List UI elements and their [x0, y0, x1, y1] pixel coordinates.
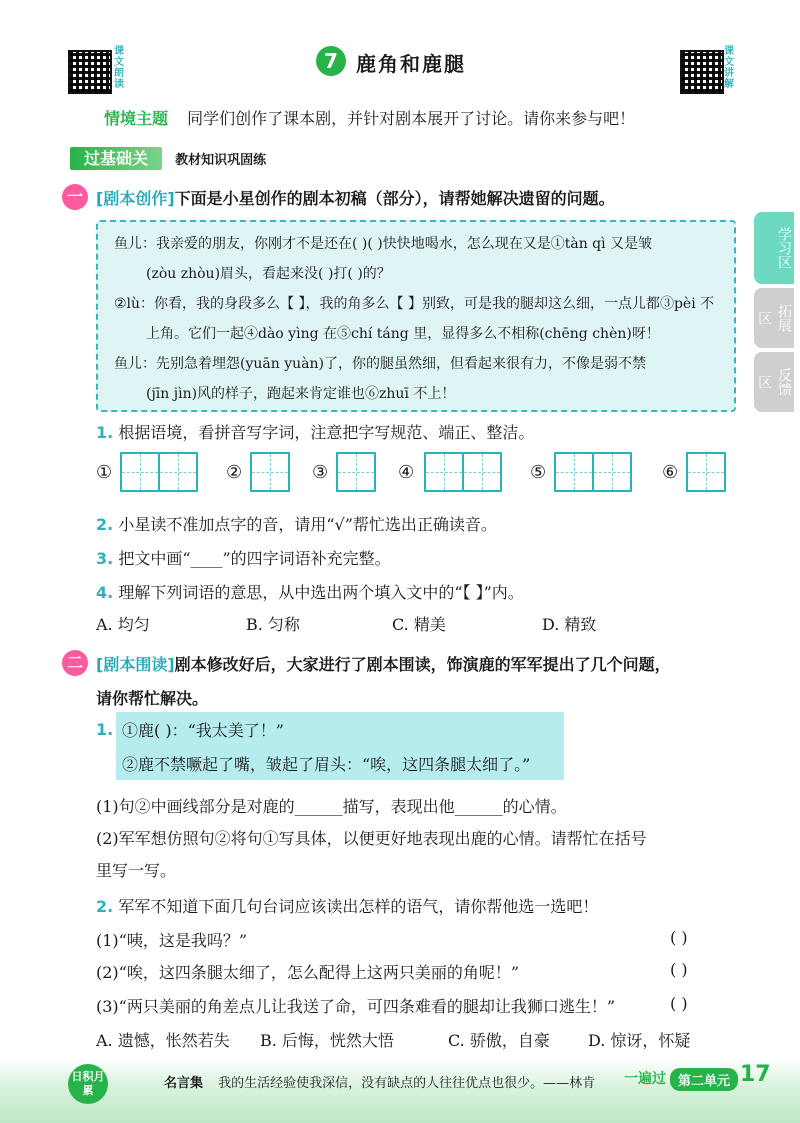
section-bar-subtitle: 教材知识巩固练: [175, 153, 267, 168]
writing-grids: [96, 452, 736, 498]
dialog-line-2: ②鹿不禁噘起了嘴，皱起了眉头：“唉，这四条腿太细了。”: [122, 755, 531, 774]
grid-label: ⑤: [530, 462, 547, 483]
tone-line-3: [96, 994, 736, 1017]
grid-label: ③: [312, 462, 329, 483]
grid-2[interactable]: [250, 452, 290, 496]
footer: [0, 1058, 800, 1123]
part2-number: 二: [62, 650, 88, 676]
option[interactable]: B. 匀称: [246, 615, 300, 634]
part1-tag: [剧本创作]: [96, 189, 175, 208]
part2-tag: [剧本围读]: [96, 655, 175, 674]
script-line: (jīn jìn)风的样子，跑起来肯定谁也⑥zhuī 不上！: [146, 386, 456, 402]
option[interactable]: C. 骄傲，自豪: [448, 1031, 550, 1050]
part2-q2: [96, 894, 736, 917]
part1-q2: [96, 512, 736, 535]
q-text: 小星读不准加点字的音，请用“√”帮忙选出正确读音。: [118, 515, 497, 534]
lesson-number: 7: [316, 46, 346, 76]
part2-sub1: (1)句②中画线部分是对鹿的______描写，表现出他______的心情。: [96, 797, 567, 816]
side-tab-feedback[interactable]: 反馈区: [754, 352, 794, 412]
answer-blank[interactable]: ( ): [670, 994, 688, 1013]
script-line: ②lù：你看，我的身段多么【 】，我的角多么【 】别致，可是我的腿却这么细，一点儿都③pèi 不: [114, 296, 715, 312]
option[interactable]: A. 均匀: [96, 615, 150, 634]
dialog-line-1: ①鹿( )：“我太美了！”: [122, 721, 284, 740]
quote-label: 名言集: [164, 1076, 204, 1091]
footer-badge: 日积月累: [68, 1064, 108, 1104]
lesson-title: 鹿角和鹿腿: [356, 52, 466, 76]
q-number: 3.: [96, 549, 114, 568]
grid-label: ⑥: [662, 462, 679, 483]
section-bar-label: 过基础关: [70, 147, 162, 170]
footer-unit: 第二单元: [670, 1068, 738, 1091]
tone-line-2: [96, 960, 736, 983]
grid-label: ①: [96, 462, 113, 483]
grid-1[interactable]: [120, 452, 198, 496]
part1-heading: [96, 186, 736, 209]
part2-heading: [96, 652, 736, 675]
grid-6[interactable]: [686, 452, 726, 496]
q-text: 理解下列词语的意思，从中选出两个填入文中的“【 】”内。: [118, 583, 524, 602]
theme-label: 情境主题: [104, 109, 169, 128]
qr-code-left[interactable]: [68, 50, 112, 94]
part1-number: 一: [62, 184, 88, 210]
option[interactable]: D. 惊讶，怀疑: [588, 1031, 691, 1050]
script-line: 鱼儿：我亲爱的朋友，你刚才不是还在( )( )快快地喝水，怎么现在又是①tàn qì 又是皱: [114, 236, 653, 252]
part2-intro-line2: 请你帮忙解决。: [96, 689, 209, 708]
section-header: [70, 146, 750, 170]
q-number: 2.: [96, 897, 114, 916]
part2-sub2-cont: 里写一写。: [96, 861, 177, 880]
grid-4[interactable]: [424, 452, 502, 496]
qr-left-label: 课文朗读: [114, 46, 124, 90]
part1-intro: 下面是小星创作的剧本初稿（部分），请帮她解决遗留的问题。: [174, 189, 615, 208]
option[interactable]: A. 遗憾，怅然若失: [96, 1031, 230, 1050]
header: [0, 0, 800, 100]
grid-label: ④: [398, 462, 415, 483]
q-text: 军军不知道下面几句台词应该读出怎样的语气，请你帮他选一选吧！: [118, 897, 599, 916]
tone-text: (3)“两只美丽的角差点儿让我送了命，可四条难看的腿却让我狮口逃生！”: [96, 997, 616, 1016]
footer-quote: [164, 1072, 596, 1091]
footer-brand: 一遍过: [624, 1071, 666, 1087]
option[interactable]: B. 后悔，恍然大悟: [260, 1031, 394, 1050]
q-number: 1.: [96, 720, 114, 739]
theme-text: 同学们创作了课本剧，并针对剧本展开了讨论。请你来参与吧！: [187, 109, 636, 128]
theme-row: [104, 106, 724, 129]
q-number: 4.: [96, 583, 114, 602]
q-text: 把文中画“____”的四字词语补充完整。: [118, 549, 391, 568]
side-tab-study[interactable]: 学习区: [754, 212, 794, 284]
script-line: 鱼儿：先别急着埋怨(yuān yuàn)了，你的腿虽然细，但看起来很有力，不像是弱不禁: [114, 356, 646, 372]
tone-text: (2)“唉，这四条腿太细了，怎么配得上这两只美丽的角呢！”: [96, 963, 520, 982]
side-tab-expand[interactable]: 拓展区: [754, 288, 794, 348]
part1-q1: [96, 420, 736, 443]
qr-right-label: 课文讲解: [724, 46, 734, 90]
part1-q4: [96, 580, 736, 603]
tone-text: (1)“咦，这是我吗？”: [96, 931, 248, 950]
option[interactable]: D. 精致: [542, 615, 597, 634]
answer-blank[interactable]: ( ): [670, 960, 688, 979]
script-line: (zòu zhòu)眉头，看起来没( )打( )的？: [146, 266, 391, 282]
grid-3[interactable]: [336, 452, 376, 496]
qr-code-right[interactable]: [680, 50, 724, 94]
option[interactable]: C. 精美: [392, 615, 446, 634]
script-line: 上角。它们一起④dào yìng 在⑤chí táng 里，显得多么不相称(chēng chèn)呀！: [146, 326, 660, 342]
q-text: 根据语境，看拼音写字词，注意把字写规范、端正、整洁。: [118, 423, 535, 442]
answer-blank[interactable]: ( ): [670, 928, 688, 947]
part2-sub2: (2)军军想仿照句②将句①写具体，以便更好地表现出鹿的心情。请帮忙在括号: [96, 829, 647, 848]
quote-text: 我的生活经验使我深信，没有缺点的人往往优点也很少。——林肯: [218, 1076, 596, 1091]
script-box: [96, 220, 736, 412]
dialog-box: [116, 712, 564, 780]
part1-q3: [96, 546, 736, 569]
page-number: 17: [740, 1062, 771, 1087]
part2-intro: 剧本修改好后，大家进行了剧本围读，饰演鹿的军军提出了几个问题，: [174, 655, 671, 674]
tone-line-1: [96, 928, 736, 951]
grid-5[interactable]: [554, 452, 632, 496]
q-number: 1.: [96, 423, 114, 442]
q-number: 2.: [96, 515, 114, 534]
grid-label: ②: [226, 462, 243, 483]
